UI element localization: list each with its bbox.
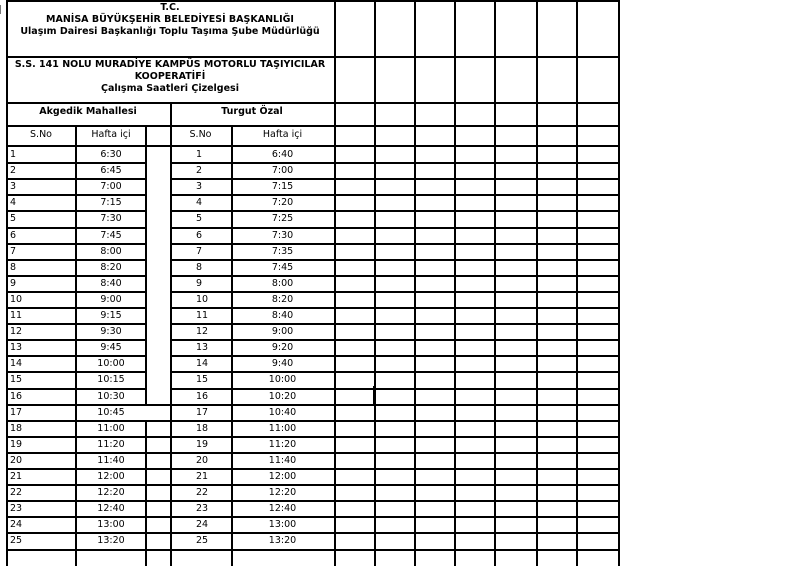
grid-line-h xyxy=(170,307,618,309)
row-left-no: 20 xyxy=(10,455,23,466)
row-left-time: 7:15 xyxy=(100,197,122,208)
row-right-no: 11 xyxy=(196,310,209,321)
row-left-time: 7:00 xyxy=(100,181,122,192)
row-right-no: 5 xyxy=(196,213,203,224)
row-right-no: 6 xyxy=(196,230,203,241)
row-left-no: 9 xyxy=(10,278,17,289)
grid-line-v xyxy=(618,0,620,566)
row-left-no: 19 xyxy=(10,439,23,450)
grid-line-v xyxy=(536,0,538,566)
row-left-no: 3 xyxy=(10,181,17,192)
row-left-no: 22 xyxy=(10,487,23,498)
header-department: Ulaşım Dairesi Başkanlığı Toplu Taşıma Şube Müdürlüğü xyxy=(20,26,320,37)
row-left-time: 12:40 xyxy=(97,503,125,514)
grid-line-v xyxy=(454,0,456,566)
grid-line-v xyxy=(576,0,578,566)
col-left-weekday: Hafta içi xyxy=(91,129,131,140)
row-left-no: 13 xyxy=(10,342,23,353)
grid-line-h xyxy=(6,549,618,551)
row-right-time: 10:40 xyxy=(268,407,297,418)
grid-line-h xyxy=(170,339,618,341)
row-left-time: 10:45 xyxy=(97,407,125,418)
row-left-no: 25 xyxy=(10,535,23,546)
row-left-no: 6 xyxy=(10,230,17,241)
row-left-no: 2 xyxy=(10,165,17,176)
grid-line-h xyxy=(6,516,618,518)
grid-line-h xyxy=(170,259,618,261)
title-cooperative-cont: KOOPERATİFİ xyxy=(134,71,206,82)
row-right-time: 12:40 xyxy=(268,503,297,514)
row-right-time: 7:00 xyxy=(271,165,294,176)
row-left-time: 13:20 xyxy=(97,535,125,546)
row-right-no: 12 xyxy=(196,326,209,337)
row-right-time: 12:00 xyxy=(268,471,297,482)
row-right-no: 7 xyxy=(196,246,203,257)
row-left-time: 6:30 xyxy=(100,149,122,160)
row-right-no: 3 xyxy=(196,181,203,192)
row-left-time: 12:00 xyxy=(97,471,125,482)
grid-line-h xyxy=(6,102,618,104)
row-right-time: 13:20 xyxy=(268,535,297,546)
row-right-time: 9:40 xyxy=(271,358,294,369)
grid-line-h xyxy=(6,125,618,127)
grid-line-h xyxy=(170,275,618,277)
row-right-time: 13:00 xyxy=(268,519,297,530)
row-right-time: 9:00 xyxy=(271,326,294,337)
row-right-no: 19 xyxy=(196,439,209,450)
grid-line-h xyxy=(170,162,618,164)
row-left-no: 5 xyxy=(10,213,17,224)
row-left-time: 8:40 xyxy=(100,278,122,289)
grid-line-v xyxy=(170,102,172,566)
row-right-no: 10 xyxy=(196,294,209,305)
row-right-no: 8 xyxy=(196,262,203,273)
row-right-no: 23 xyxy=(196,503,209,514)
row-left-time: 11:00 xyxy=(97,423,125,434)
row-left-time: 8:20 xyxy=(100,262,122,273)
row-right-no: 2 xyxy=(196,165,203,176)
header-municipality: MANİSA BÜYÜKŞEHİR BELEDİYESİ BAŞKANLIĞI xyxy=(46,14,294,25)
row-left-time: 9:15 xyxy=(100,310,122,321)
grid-line-h xyxy=(170,178,618,180)
row-right-no: 24 xyxy=(196,519,209,530)
grid-line-h xyxy=(6,0,618,2)
row-right-time: 7:45 xyxy=(271,262,294,273)
grid-line-v xyxy=(494,0,496,566)
row-left-time: 6:45 xyxy=(100,165,122,176)
row-left-time: 12:20 xyxy=(97,487,125,498)
row-right-time: 11:20 xyxy=(268,439,297,450)
row-right-no: 16 xyxy=(196,391,209,402)
row-right-no: 17 xyxy=(196,407,209,418)
row-right-no: 14 xyxy=(196,358,209,369)
grid-line-v xyxy=(373,386,375,404)
row-left-no: 18 xyxy=(10,423,23,434)
row-right-time: 10:20 xyxy=(268,391,297,402)
grid-line-h xyxy=(170,371,618,373)
row-left-time: 13:00 xyxy=(97,519,125,530)
row-right-time: 7:20 xyxy=(271,197,294,208)
row-right-no: 1 xyxy=(196,149,203,160)
grid-line-h xyxy=(6,452,618,454)
row-left-no: 12 xyxy=(10,326,23,337)
grid-line-h xyxy=(6,484,618,486)
row-right-time: 8:20 xyxy=(271,294,294,305)
section-turgut-ozal: Turgut Özal xyxy=(221,106,283,117)
row-left-no: 15 xyxy=(10,374,23,385)
title-schedule: Çalışma Saatleri Çizelgesi xyxy=(101,83,239,94)
row-left-no: 17 xyxy=(10,407,23,418)
text-cursor xyxy=(0,5,1,14)
grid-line-h xyxy=(170,388,618,390)
row-left-time: 8:00 xyxy=(100,246,122,257)
row-left-time: 9:30 xyxy=(100,326,122,337)
row-right-time: 7:30 xyxy=(271,230,294,241)
grid-line-h xyxy=(170,323,618,325)
row-right-no: 9 xyxy=(196,278,203,289)
row-left-no: 23 xyxy=(10,503,23,514)
row-left-no: 16 xyxy=(10,391,23,402)
grid-line-h xyxy=(170,243,618,245)
grid-line-h xyxy=(6,500,618,502)
row-left-no: 1 xyxy=(10,149,17,160)
row-right-time: 8:00 xyxy=(271,278,294,289)
row-left-no: 10 xyxy=(10,294,23,305)
row-left-no: 4 xyxy=(10,197,17,208)
grid-line-h xyxy=(6,420,618,422)
row-right-no: 22 xyxy=(196,487,209,498)
row-left-time: 10:00 xyxy=(97,358,125,369)
row-right-time: 8:40 xyxy=(271,310,294,321)
grid-line-h xyxy=(6,532,618,534)
row-right-time: 12:20 xyxy=(268,487,297,498)
row-right-no: 13 xyxy=(196,342,209,353)
header-tc: T.C. xyxy=(160,2,180,13)
row-right-no: 18 xyxy=(196,423,209,434)
row-right-no: 15 xyxy=(196,374,209,385)
grid-line-h xyxy=(170,210,618,212)
row-left-time: 9:00 xyxy=(100,294,122,305)
row-left-time: 10:30 xyxy=(97,391,125,402)
row-right-time: 11:40 xyxy=(268,455,297,466)
row-right-time: 6:40 xyxy=(271,149,294,160)
row-left-time: 7:30 xyxy=(100,213,122,224)
row-right-no: 20 xyxy=(196,455,209,466)
row-left-time: 11:20 xyxy=(97,439,125,450)
grid-line-v xyxy=(414,0,416,566)
grid-line-v xyxy=(374,0,376,566)
grid-line-h xyxy=(6,436,618,438)
row-left-time: 11:40 xyxy=(97,455,125,466)
row-left-no: 24 xyxy=(10,519,23,530)
row-left-time: 9:45 xyxy=(100,342,122,353)
row-left-no: 8 xyxy=(10,262,17,273)
col-right-weekday: Hafta içi xyxy=(262,129,303,140)
grid-line-v xyxy=(6,0,8,566)
row-right-time: 7:35 xyxy=(271,246,294,257)
row-right-time: 10:00 xyxy=(268,374,297,385)
row-right-time: 11:00 xyxy=(268,423,297,434)
grid-line-h xyxy=(6,56,618,58)
grid-line-h xyxy=(6,468,618,470)
grid-line-h xyxy=(170,291,618,293)
row-right-no: 21 xyxy=(196,471,209,482)
row-left-time: 7:45 xyxy=(100,230,122,241)
row-left-time: 10:15 xyxy=(97,374,125,385)
row-right-time: 9:20 xyxy=(271,342,294,353)
row-right-time: 7:15 xyxy=(271,181,294,192)
row-left-no: 11 xyxy=(10,310,23,321)
row-right-no: 4 xyxy=(196,197,203,208)
row-right-time: 7:25 xyxy=(271,213,294,224)
row-left-no: 21 xyxy=(10,471,23,482)
grid-line-h xyxy=(170,355,618,357)
section-akgedik: Akgedik Mahallesi xyxy=(39,106,137,117)
row-right-no: 25 xyxy=(196,535,209,546)
grid-line-h xyxy=(170,227,618,229)
grid-line-h xyxy=(170,194,618,196)
row-left-no: 14 xyxy=(10,358,23,369)
col-right-no: S.No xyxy=(189,129,212,140)
title-cooperative: S.S. 141 NOLU MURADİYE KAMPÜS MOTORLU TAŞIYICILAR xyxy=(14,59,326,70)
grid-line-v xyxy=(334,0,336,566)
col-left-no: S.No xyxy=(30,129,52,140)
row-left-no: 7 xyxy=(10,246,17,257)
